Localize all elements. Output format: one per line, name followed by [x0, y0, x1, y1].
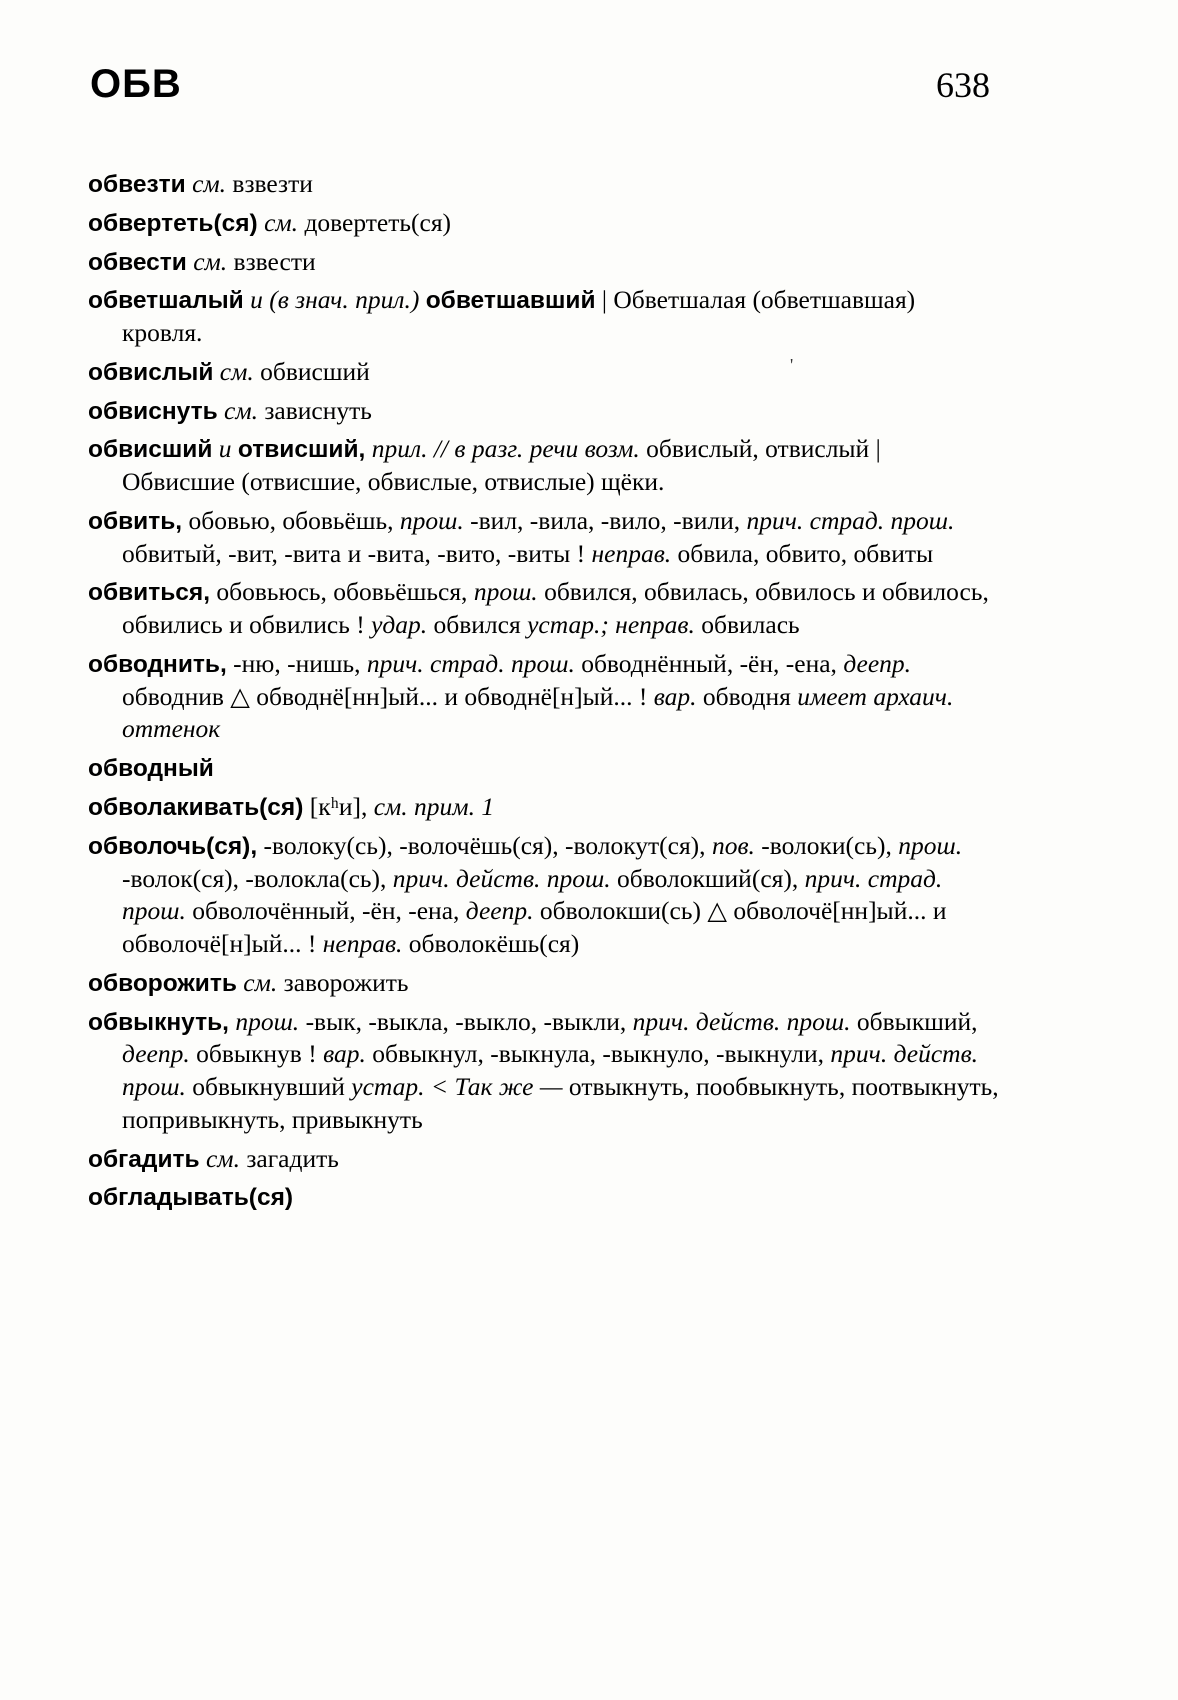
- entry-list: [88, 168, 1000, 1220]
- entry-label: прич. страд. прош.: [746, 505, 955, 535]
- entry-label: деепр.: [843, 648, 912, 678]
- entry-note: имеет архаич. оттенок: [122, 681, 954, 744]
- entry-forms: обовью, обовьёшь,: [188, 505, 394, 535]
- entry-forms: обвыкший,: [856, 1006, 978, 1036]
- entry-label: см.: [205, 1143, 240, 1173]
- dictionary-entry: [88, 791, 1000, 824]
- entry-headword: обвезти: [88, 171, 186, 198]
- entry-label: прош.: [898, 830, 963, 860]
- entry-text: взвести: [233, 246, 316, 276]
- entry-pronunciation: [кʰи],: [309, 792, 368, 822]
- entry-forms: -вил, -вила, -вило, -вили,: [470, 505, 741, 535]
- entry-forms: обовьюсь, обовьёшься,: [216, 577, 468, 607]
- entry-label: см.: [192, 169, 227, 198]
- entry-headword: обвислый: [88, 358, 214, 386]
- entry-headword: обгладывать(ся): [88, 1184, 294, 1212]
- entry-headword: обгадить: [88, 1145, 200, 1173]
- dictionary-entry: [88, 752, 1000, 785]
- dictionary-entry: [88, 648, 1000, 746]
- entry-forms: -волоку(сь), -волочёшь(ся), -волокут(ся),: [263, 830, 706, 860]
- entry-text: обвислый, отвислый | Обвисшие (отвисшие, обвислые, отвислые) щёки.: [122, 434, 881, 497]
- running-head: ОБВ: [90, 62, 182, 106]
- entry-crossref: см. прим. 1: [373, 792, 495, 822]
- dictionary-entry: [88, 576, 1000, 642]
- entry-label: см.: [224, 395, 258, 425]
- entry-forms: обволокёшь(ся): [408, 929, 580, 959]
- entry-forms: обводнив △ обводнё[нн]ый... и обводнё[н]ый... !: [122, 681, 648, 711]
- entry-headword: обвиснуть: [88, 397, 218, 425]
- entry-headword: обволакивать(ся): [88, 794, 304, 822]
- entry-forms: -вык, -выкла, -выкло, -выкли,: [305, 1006, 627, 1036]
- entry-text: довертеть(ся): [304, 207, 452, 237]
- entry-label: деепр.: [465, 896, 534, 926]
- entry-forms: обволокший(ся),: [617, 863, 799, 893]
- entry-headword: обвертеть(ся): [88, 209, 258, 237]
- entry-label: прич. действ. прош.: [392, 863, 611, 893]
- entry-label: прош.: [473, 577, 538, 607]
- entry-label: устар.; неправ.: [527, 610, 695, 640]
- page-number: 638: [936, 65, 990, 105]
- entry-label: и (в знач. прил.): [250, 285, 420, 315]
- entry-headword: обвить,: [88, 507, 183, 535]
- entry-headword: обвыкнуть,: [88, 1008, 229, 1036]
- entry-headword: обволочь(ся),: [88, 832, 258, 860]
- entry-headword: обвести: [88, 248, 187, 276]
- entry-headword: обвисший: [88, 436, 213, 464]
- entry-label: см.: [264, 207, 299, 237]
- entry-forms: обвился, обвилась, обвилось и обвилось, обвились и обвились !: [122, 577, 989, 640]
- entry-label: пов.: [711, 830, 755, 860]
- entry-forms: обвыкнул, -выкнула, -выкнуло, -выкнули,: [372, 1039, 825, 1069]
- entry-related: отвыкнуть, пообвыкнуть, поотвыкнуть, попривыкнуть, привыкнуть: [122, 1072, 999, 1134]
- entry-label: прич. страд. прош.: [122, 863, 943, 926]
- entry-conjunction: и: [218, 434, 232, 464]
- entry-label: прич. действ. прош.: [632, 1006, 851, 1036]
- dictionary-entry: [88, 505, 1000, 571]
- dictionary-entry: [88, 1143, 1000, 1176]
- entry-text: зависнуть: [264, 395, 372, 425]
- entry-forms: обводня: [702, 681, 791, 711]
- dictionary-entry: [88, 967, 1000, 1000]
- dictionary-entry: [88, 168, 1000, 201]
- entry-label: деепр.: [122, 1039, 190, 1069]
- entry-label: см.: [243, 967, 278, 997]
- entry-label: прил. // в разг. речи возм.: [371, 434, 640, 464]
- dictionary-entry: [88, 284, 1000, 350]
- entry-forms: обволочённый, -ён, -ена,: [192, 896, 460, 926]
- dictionary-entry: [88, 1181, 1000, 1214]
- entry-label: прич. действ. прош.: [122, 1039, 979, 1102]
- entry-forms: обводнённый, -ён, -ена,: [581, 648, 837, 678]
- entry-text: взвезти: [232, 169, 313, 198]
- entry-label: прош.: [399, 505, 464, 535]
- entry-label: см.: [219, 356, 254, 386]
- entry-label: неправ.: [591, 538, 672, 568]
- dictionary-entry: [88, 356, 1000, 389]
- entry-label: вар.: [653, 681, 697, 711]
- entry-label: прош.: [235, 1006, 300, 1036]
- dictionary-entry: [88, 830, 1000, 961]
- entry-forms: обвыкнувший: [192, 1072, 345, 1102]
- entry-forms: обволокши(сь) △ обволочё[нн]ый... и обволочё[н]ый... !: [122, 896, 947, 959]
- entry-headword: обводнить,: [88, 650, 227, 678]
- entry-variant: отвисший,: [237, 436, 366, 464]
- dictionary-entry: [88, 433, 1000, 499]
- entry-headword: обвиться,: [88, 579, 211, 607]
- entry-forms: обвила, обвито, обвиты: [677, 538, 934, 568]
- entry-forms: -волоки(сь),: [761, 830, 892, 860]
- entry-note: устар. < Так же —: [351, 1072, 563, 1102]
- entry-label: удар.: [371, 610, 428, 640]
- entry-forms: обвился: [433, 610, 521, 640]
- entry-headword: обворожить: [88, 969, 237, 997]
- entry-variant: обветшавший: [425, 287, 596, 315]
- entry-text: загадить: [246, 1143, 339, 1173]
- entry-label: прич. страд. прош.: [366, 648, 575, 678]
- dictionary-entry: [88, 207, 1000, 240]
- entry-text: заворожить: [283, 967, 409, 997]
- entry-forms: -ню, -нишь,: [233, 648, 361, 678]
- entry-headword: обветшалый: [88, 287, 244, 315]
- entry-label: см.: [193, 246, 228, 276]
- entry-text: обвисший: [260, 356, 370, 386]
- dictionary-entry: [88, 395, 1000, 428]
- entry-label: вар.: [323, 1039, 366, 1069]
- stray-mark: ': [790, 355, 794, 375]
- entry-forms: обвилась: [701, 610, 800, 640]
- entry-label: неправ.: [322, 929, 403, 959]
- entry-headword: обводный: [88, 755, 214, 783]
- entry-example: | Обветшалая (обветшавшая) кровля.: [122, 285, 916, 348]
- page-header: [90, 62, 990, 107]
- entry-forms: -волок(ся), -волокла(сь),: [122, 863, 387, 893]
- dictionary-entry: [88, 1006, 1000, 1137]
- dictionary-entry: [88, 246, 1000, 279]
- entry-forms: обвыкнув !: [196, 1039, 317, 1069]
- entry-forms: обвитый, -вит, -вита и -вита, -вито, -виты !: [122, 538, 586, 568]
